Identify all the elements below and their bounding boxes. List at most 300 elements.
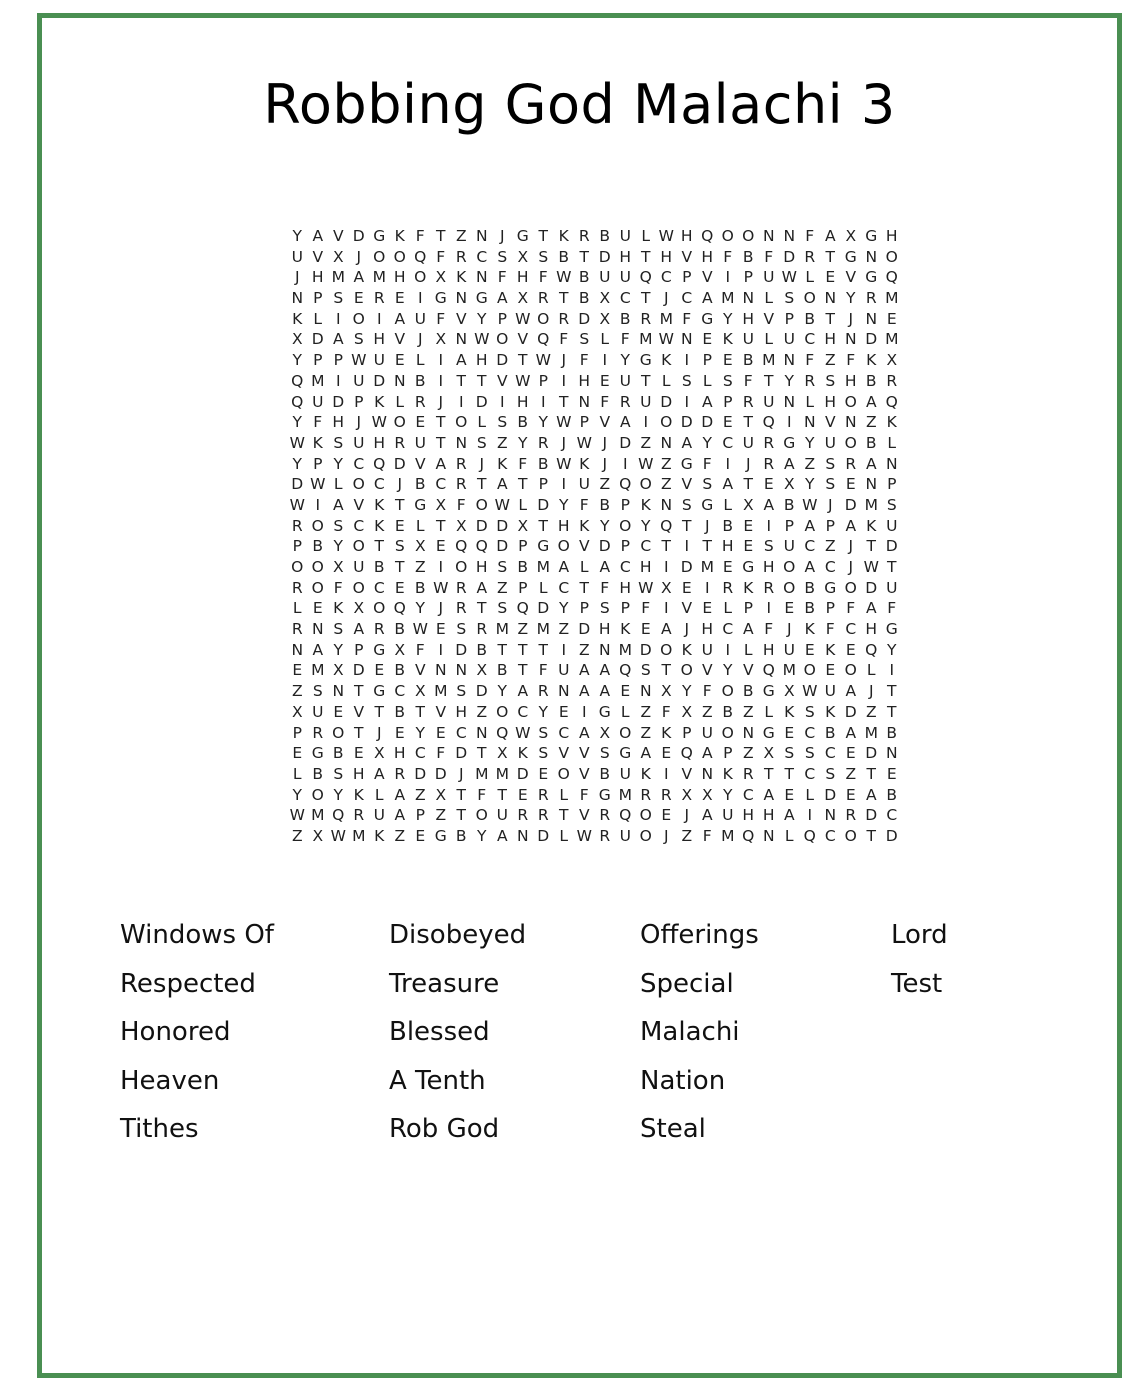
grid-letter: V <box>681 599 693 618</box>
grid-letter: Q <box>496 723 509 742</box>
grid-letter: R <box>537 806 549 825</box>
grid-letter: H <box>762 806 775 825</box>
grid-letter: Z <box>660 475 672 494</box>
grid-letter: T <box>641 247 651 266</box>
grid-letter: B <box>804 578 816 597</box>
grid-letter: M <box>782 661 796 680</box>
grid-letter: Q <box>414 247 427 266</box>
grid-letter: X <box>701 785 713 804</box>
grid-letter: F <box>436 744 446 763</box>
grid-row <box>287 619 901 640</box>
grid-letter: M <box>700 558 714 576</box>
grid-letter: O <box>783 558 796 576</box>
grid-letter: Y <box>682 682 692 701</box>
grid-letter: D <box>455 744 468 763</box>
grid-letter: D <box>844 702 857 721</box>
grid-letter: S <box>599 599 610 618</box>
grid-letter: T <box>518 661 528 680</box>
grid-letter: E <box>312 599 323 618</box>
grid-letter: X <box>414 537 426 556</box>
grid-letter: U <box>414 433 426 452</box>
grid-letter: C <box>722 433 734 452</box>
grid-letter: F <box>743 371 753 390</box>
word-bank-item: Lord <box>891 920 948 950</box>
grid-letter: A <box>558 558 570 576</box>
grid-letter: H <box>455 702 468 721</box>
grid-letter: E <box>681 578 692 597</box>
grid-letter: O <box>311 516 324 535</box>
grid-letter: T <box>559 806 569 825</box>
grid-letter: U <box>742 330 754 349</box>
grid-letter: N <box>332 682 345 701</box>
grid-letter: C <box>373 578 385 597</box>
grid-letter: Z <box>845 764 857 783</box>
grid-letter: D <box>291 475 304 494</box>
grid-letter: L <box>518 495 528 514</box>
grid-letter: D <box>578 620 591 639</box>
grid-letter: P <box>620 537 630 556</box>
grid-letter: R <box>312 723 324 742</box>
grid-letter: S <box>333 433 344 452</box>
grid-letter: D <box>598 537 611 556</box>
grid-letter: S <box>353 330 364 349</box>
grid-letter: A <box>312 640 324 659</box>
grid-letter: X <box>312 826 324 845</box>
grid-letter: T <box>477 371 487 390</box>
grid-letter: K <box>517 744 528 763</box>
grid-letter: N <box>865 309 878 328</box>
grid-letter: L <box>477 413 487 432</box>
grid-letter: U <box>742 433 754 452</box>
grid-letter: B <box>722 702 734 721</box>
grid-row <box>287 681 901 702</box>
grid-letter: S <box>497 247 508 266</box>
grid-letter: P <box>292 537 302 556</box>
grid-letter: T <box>559 289 569 308</box>
grid-letter: V <box>394 330 406 349</box>
grid-letter: R <box>373 289 385 308</box>
grid-letter: L <box>559 785 569 804</box>
grid-letter: D <box>475 682 488 701</box>
grid-letter: O <box>393 247 406 266</box>
word-bank-item: Test <box>891 968 943 999</box>
grid-letter: O <box>496 330 509 349</box>
grid-letter: E <box>435 620 446 639</box>
grid-letter: U <box>353 433 365 452</box>
grid-letter: U <box>701 723 713 742</box>
grid-letter: M <box>434 682 448 701</box>
grid-letter: Z <box>640 702 652 721</box>
grid-letter: I <box>807 806 813 825</box>
grid-letter: L <box>764 702 774 721</box>
grid-letter: M <box>536 558 550 576</box>
grid-letter: I <box>561 640 567 659</box>
grid-letter: W <box>289 495 305 514</box>
grid-letter: E <box>763 475 774 494</box>
grid-letter: X <box>599 723 611 742</box>
grid-letter: U <box>599 268 611 287</box>
grid-letter: A <box>496 826 508 845</box>
grid-letter: N <box>475 723 488 742</box>
grid-letter: W <box>802 495 818 514</box>
grid-letter: U <box>722 806 734 825</box>
grid-letter: H <box>762 558 775 576</box>
grid-letter: W <box>658 227 674 245</box>
grid-letter: K <box>825 702 836 721</box>
grid-letter: N <box>865 247 878 266</box>
grid-letter: L <box>805 392 815 411</box>
grid-row <box>287 702 901 723</box>
grid-letter: U <box>886 578 898 597</box>
grid-letter: T <box>518 640 528 659</box>
grid-letter: D <box>783 247 796 266</box>
grid-letter: B <box>537 454 549 473</box>
grid-letter: Z <box>435 806 447 825</box>
grid-letter: Z <box>742 744 754 763</box>
grid-letter: S <box>333 516 344 535</box>
grid-letter: X <box>332 247 344 266</box>
grid-letter: A <box>783 454 795 473</box>
grid-letter: E <box>538 764 549 783</box>
grid-letter: C <box>681 289 693 308</box>
grid-letter: C <box>394 682 406 701</box>
grid-letter: R <box>455 247 467 266</box>
word-bank-item: A Tenth <box>389 1065 486 1096</box>
grid-letter: M <box>618 785 632 804</box>
grid-letter: U <box>353 371 365 390</box>
grid-letter: H <box>701 620 714 639</box>
grid-letter: R <box>804 371 816 390</box>
puzzle-title: Robbing God Malachi 3 <box>263 73 896 136</box>
grid-letter: V <box>681 475 693 494</box>
grid-letter: N <box>783 392 796 411</box>
grid-letter: O <box>291 558 304 576</box>
grid-letter: T <box>436 227 446 245</box>
grid-letter: D <box>639 640 652 659</box>
grid-letter: W <box>556 413 572 432</box>
grid-letter: D <box>701 413 714 432</box>
grid-letter: X <box>599 309 611 328</box>
grid-letter: E <box>292 744 303 763</box>
grid-letter: G <box>885 620 898 639</box>
grid-letter: H <box>865 620 878 639</box>
grid-letter: F <box>477 785 487 804</box>
grid-letter: C <box>804 764 816 783</box>
grid-row <box>287 557 901 578</box>
grid-letter: Q <box>373 454 386 473</box>
grid-letter: Y <box>723 785 733 804</box>
word-bank-item: Treasure <box>389 968 500 999</box>
grid-letter: N <box>742 289 755 308</box>
grid-letter: B <box>886 723 898 742</box>
grid-row <box>287 392 901 413</box>
grid-letter: O <box>332 723 345 742</box>
grid-letter: N <box>844 330 857 349</box>
grid-letter: E <box>353 744 364 763</box>
grid-letter: E <box>394 351 405 370</box>
grid-letter: F <box>600 578 610 597</box>
grid-letter: W <box>494 495 510 514</box>
grid-letter: F <box>559 330 569 349</box>
grid-letter: L <box>887 433 897 452</box>
grid-letter: I <box>335 371 341 390</box>
grid-letter: E <box>394 578 405 597</box>
grid-letter: M <box>495 620 509 639</box>
grid-letter: T <box>682 516 692 535</box>
grid-letter: U <box>312 702 324 721</box>
word-bank-item: Respected <box>120 968 256 999</box>
grid-letter: F <box>723 247 733 266</box>
grid-letter: Q <box>885 268 898 287</box>
grid-letter: A <box>783 806 795 825</box>
grid-letter: I <box>684 537 690 556</box>
word-bank-item: Special <box>640 968 734 999</box>
grid-letter: R <box>558 309 570 328</box>
grid-letter: X <box>291 330 303 349</box>
grid-letter: F <box>620 330 630 349</box>
grid-letter: X <box>332 661 344 680</box>
grid-letter: A <box>578 661 590 680</box>
grid-letter: Q <box>762 413 775 432</box>
grid-letter: Z <box>640 723 652 742</box>
grid-letter: W <box>433 578 449 597</box>
grid-letter: L <box>805 268 815 287</box>
grid-letter: J <box>376 723 382 742</box>
grid-letter: U <box>763 392 775 411</box>
grid-letter: K <box>394 227 405 245</box>
grid-letter: R <box>455 578 467 597</box>
grid-letter: U <box>619 227 631 245</box>
word-bank-item: Honored <box>120 1017 231 1047</box>
grid-letter: C <box>824 744 836 763</box>
grid-letter: R <box>291 516 303 535</box>
grid-letter: I <box>663 764 669 783</box>
grid-letter: D <box>537 599 550 618</box>
grid-letter: B <box>496 661 508 680</box>
grid-letter: W <box>351 351 367 370</box>
grid-letter: Q <box>393 599 406 618</box>
grid-letter: G <box>434 826 447 845</box>
grid-letter: V <box>332 227 344 245</box>
grid-letter: D <box>352 661 365 680</box>
grid-letter: O <box>352 309 365 328</box>
grid-letter: A <box>578 682 590 701</box>
grid-letter: G <box>598 702 611 721</box>
grid-row <box>287 288 901 309</box>
grid-letter: Z <box>660 454 672 473</box>
grid-letter: D <box>865 744 878 763</box>
grid-row <box>287 640 901 661</box>
grid-letter: Z <box>394 826 406 845</box>
grid-letter: V <box>578 537 590 556</box>
grid-letter: L <box>559 826 569 845</box>
grid-letter: Y <box>641 516 651 535</box>
grid-letter: D <box>824 785 837 804</box>
grid-letter: R <box>763 454 775 473</box>
grid-letter: A <box>701 806 713 825</box>
grid-letter: V <box>763 309 775 328</box>
grid-letter: A <box>353 268 365 287</box>
grid-letter: B <box>332 744 344 763</box>
grid-letter: J <box>602 454 608 473</box>
grid-letter: R <box>373 620 385 639</box>
grid-letter: A <box>599 661 611 680</box>
grid-letter: J <box>663 826 669 845</box>
grid-letter: D <box>414 764 427 783</box>
grid-letter: J <box>499 227 505 245</box>
grid-letter: C <box>886 806 898 825</box>
grid-letter: U <box>414 309 426 328</box>
grid-letter: G <box>475 289 488 308</box>
grid-letter: F <box>415 227 425 245</box>
grid-letter: R <box>394 433 406 452</box>
grid-letter: H <box>619 247 632 266</box>
grid-letter: A <box>865 599 877 618</box>
grid-letter: N <box>762 227 775 245</box>
grid-letter: Z <box>496 433 508 452</box>
grid-letter: N <box>455 289 468 308</box>
grid-letter: B <box>394 661 406 680</box>
grid-letter: N <box>311 620 324 639</box>
grid-letter: I <box>335 309 341 328</box>
grid-letter: T <box>497 785 507 804</box>
grid-letter: J <box>397 475 403 494</box>
grid-letter: F <box>518 454 528 473</box>
grid-letter: L <box>415 516 425 535</box>
grid-letter: W <box>515 309 531 328</box>
word-bank <box>120 911 1091 1154</box>
grid-letter: K <box>784 702 795 721</box>
grid-letter: T <box>866 826 876 845</box>
grid-letter: H <box>352 764 365 783</box>
grid-letter: V <box>742 661 754 680</box>
grid-letter: P <box>784 309 794 328</box>
grid-letter: F <box>436 309 446 328</box>
grid-letter: G <box>598 785 611 804</box>
grid-letter: H <box>619 578 632 597</box>
grid-letter: F <box>415 640 425 659</box>
grid-letter: E <box>394 723 405 742</box>
grid-letter: X <box>886 351 898 370</box>
grid-letter: A <box>845 682 857 701</box>
grid-letter: A <box>353 620 365 639</box>
grid-letter: W <box>576 433 592 452</box>
grid-letter: D <box>680 558 693 576</box>
grid-letter: L <box>866 661 876 680</box>
grid-letter: X <box>455 516 467 535</box>
grid-letter: I <box>643 413 649 432</box>
grid-letter: E <box>845 785 856 804</box>
grid-letter: M <box>536 620 550 639</box>
grid-letter: G <box>865 268 878 287</box>
grid-letter: Y <box>559 495 569 514</box>
grid-letter: A <box>619 413 631 432</box>
grid-letter: B <box>517 413 529 432</box>
grid-letter: X <box>845 227 857 245</box>
grid-letter: M <box>885 330 899 349</box>
grid-letter: I <box>725 268 731 287</box>
grid-letter: O <box>639 475 652 494</box>
grid-letter: Y <box>559 599 569 618</box>
grid-letter: D <box>885 537 898 556</box>
word-bank-item: Steal <box>640 1114 706 1144</box>
grid-letter: A <box>701 744 713 763</box>
grid-letter: S <box>681 495 692 514</box>
grid-letter: R <box>619 392 631 411</box>
grid-letter: I <box>417 289 423 308</box>
grid-letter: N <box>824 806 837 825</box>
grid-letter: N <box>455 433 468 452</box>
grid-letter: P <box>723 744 733 763</box>
grid-letter: I <box>602 351 608 370</box>
grid-row <box>287 805 901 826</box>
grid-letter: A <box>865 454 877 473</box>
grid-letter: T <box>825 247 835 266</box>
grid-letter: S <box>312 682 323 701</box>
grid-letter: T <box>743 475 753 494</box>
grid-letter: G <box>680 454 693 473</box>
grid-letter: B <box>804 309 816 328</box>
grid-letter: J <box>848 558 854 576</box>
grid-letter: T <box>559 392 569 411</box>
grid-letter: E <box>661 744 672 763</box>
grid-letter: R <box>845 454 857 473</box>
grid-letter: K <box>292 309 303 328</box>
grid-letter: M <box>762 351 776 370</box>
grid-letter: X <box>373 744 385 763</box>
grid-letter: F <box>764 247 774 266</box>
grid-letter: F <box>887 599 897 618</box>
grid-letter: T <box>661 661 671 680</box>
grid-letter: Z <box>414 558 426 576</box>
grid-letter: S <box>538 744 549 763</box>
grid-letter: Q <box>701 227 714 245</box>
grid-letter: O <box>721 227 734 245</box>
grid-letter: F <box>579 495 589 514</box>
grid-letter: R <box>763 578 775 597</box>
grid-letter: B <box>824 723 836 742</box>
grid-letter: L <box>292 764 302 783</box>
grid-letter: R <box>640 309 652 328</box>
grid-letter: P <box>497 309 507 328</box>
grid-row <box>287 412 901 433</box>
grid-letter: V <box>701 661 713 680</box>
grid-letter: U <box>373 806 385 825</box>
grid-letter: J <box>827 495 833 514</box>
grid-letter: D <box>496 516 509 535</box>
grid-letter: Z <box>865 413 877 432</box>
grid-letter: S <box>640 661 651 680</box>
grid-letter: V <box>681 764 693 783</box>
grid-letter: L <box>333 475 343 494</box>
grid-letter: W <box>371 413 387 432</box>
grid-letter: A <box>496 475 508 494</box>
grid-letter: R <box>353 806 365 825</box>
grid-letter: V <box>435 702 447 721</box>
grid-letter: B <box>312 537 324 556</box>
grid-letter: M <box>721 289 735 308</box>
grid-letter: M <box>331 268 345 287</box>
grid-letter: O <box>475 495 488 514</box>
grid-letter: X <box>476 661 488 680</box>
grid-letter: N <box>742 723 755 742</box>
grid-letter: V <box>414 661 426 680</box>
grid-letter: Y <box>292 413 302 432</box>
grid-row <box>287 371 901 392</box>
grid-letter: R <box>414 392 426 411</box>
grid-letter: M <box>372 268 386 287</box>
grid-letter: W <box>638 578 654 597</box>
